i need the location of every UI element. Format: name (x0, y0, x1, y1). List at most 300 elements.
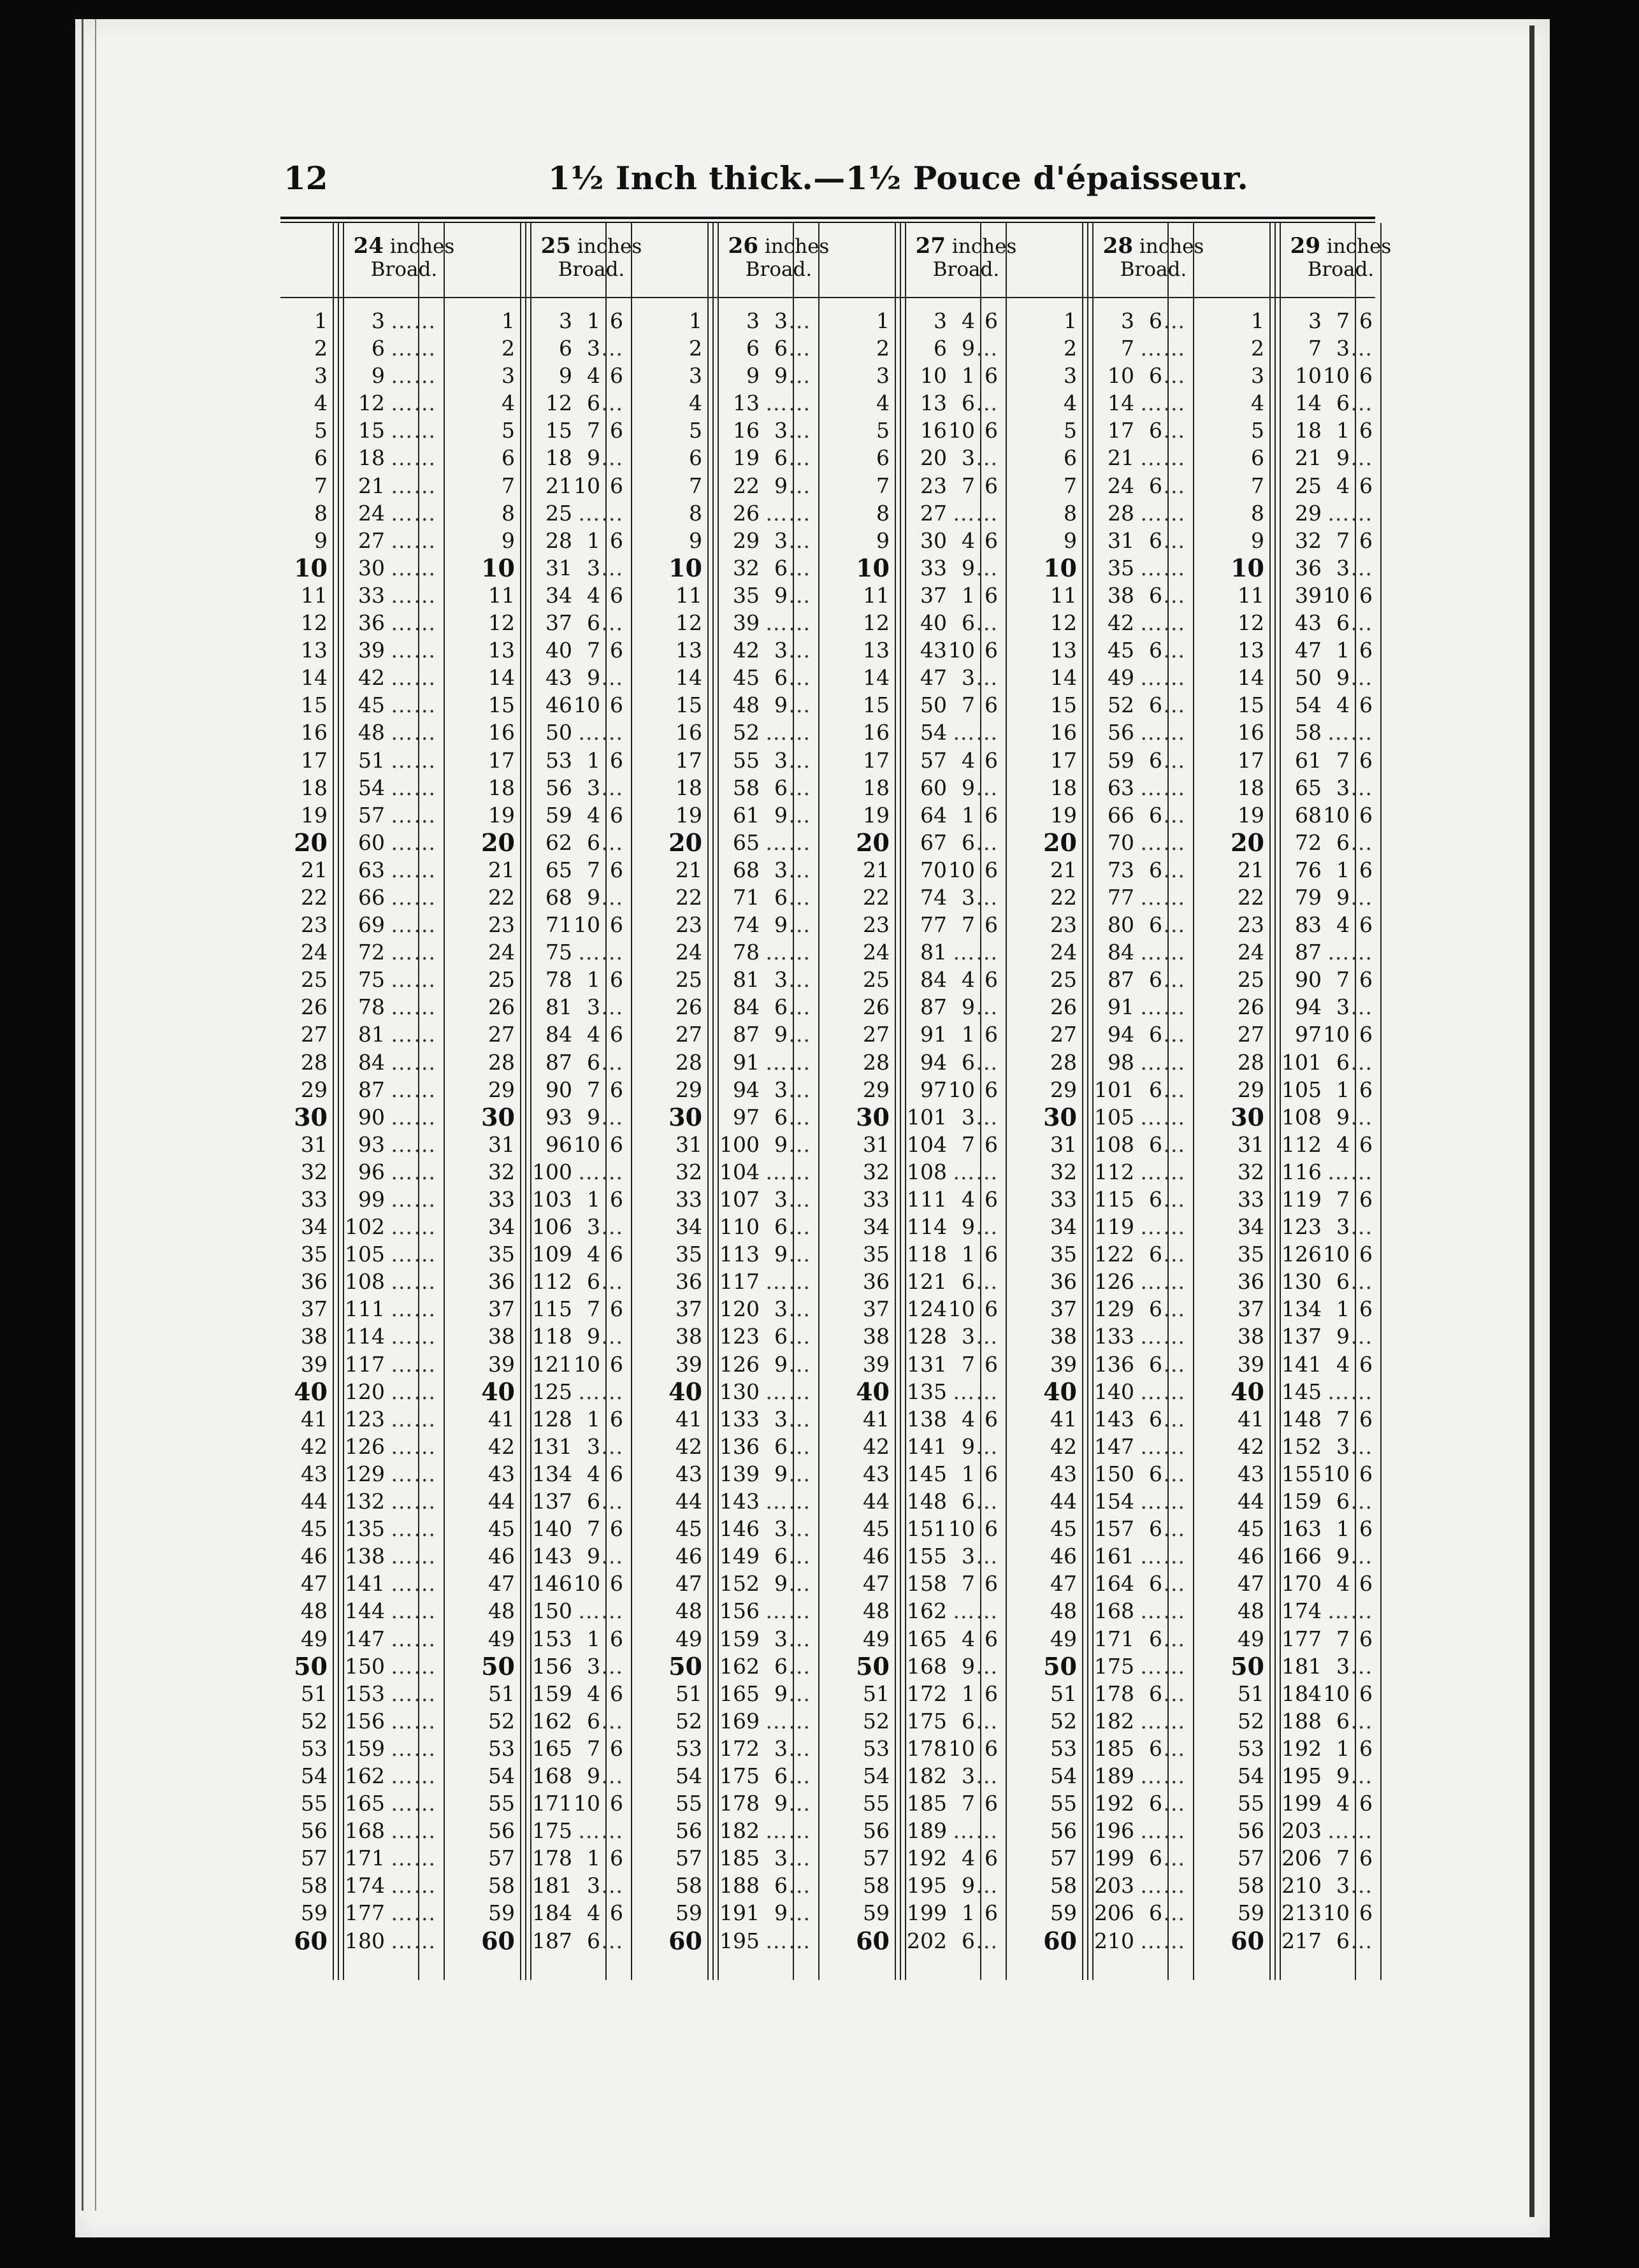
feet-cell: 59 (545, 802, 572, 828)
inches-cell: 6 (1149, 1022, 1162, 1047)
length-cell: 9 (314, 528, 328, 553)
leader-dots: ... (1163, 1489, 1185, 1514)
inches-cell: 9 (774, 582, 788, 608)
feet-cell: 48 (733, 693, 760, 718)
leader-dots: ... (601, 1708, 623, 1733)
feet-cell: 159 (345, 1735, 385, 1761)
feet-cell: 119 (1094, 1214, 1134, 1240)
length-cell: 2 (1251, 336, 1264, 361)
feet-cell: 96 (358, 1159, 385, 1184)
length-cell: 45 (675, 1516, 702, 1542)
table-row (1092, 1515, 1185, 1542)
leader-dots: ... (788, 775, 811, 800)
leader-dots: ... (414, 1461, 436, 1486)
feet-cell: 145 (1282, 1379, 1322, 1404)
inches-cell: 6 (962, 391, 975, 416)
leader-dots: ... (391, 1406, 413, 1432)
leader-dots: ... (788, 473, 811, 498)
inches-cell: 6 (1149, 1351, 1162, 1377)
table-row (905, 719, 998, 746)
feet-cell: 118 (532, 1324, 572, 1349)
length-cell: 16 (488, 720, 515, 745)
table-row (343, 1653, 436, 1680)
length-column (842, 307, 890, 1955)
leader-dots: ... (976, 1653, 998, 1679)
length-cell: 50 (1231, 1651, 1264, 1681)
table-row (1280, 362, 1373, 389)
length-cell: 10 (1043, 553, 1077, 582)
leader-dots: ... (765, 1708, 788, 1733)
table-row (343, 747, 436, 774)
feet-cell: 175 (532, 1818, 572, 1844)
length-cell: 6 (1251, 445, 1264, 471)
table-row (1280, 499, 1373, 527)
feet-cell: 121 (532, 1351, 572, 1377)
feet-cell: 38 (1108, 582, 1134, 608)
parts-cell: 6 (1359, 1351, 1373, 1377)
feet-cell: 195 (719, 1928, 760, 1953)
length-cell: 16 (863, 720, 890, 745)
inches-cell: 6 (774, 1873, 788, 1898)
feet-cell: 130 (1282, 1269, 1322, 1295)
table-row (343, 1268, 436, 1295)
leader-dots: ... (976, 884, 998, 910)
table-row (530, 307, 623, 334)
feet-cell: 105 (1094, 1104, 1134, 1130)
length-cell: 8 (689, 500, 702, 526)
leader-dots: ... (391, 528, 413, 553)
table-row (530, 1844, 623, 1872)
parts-cell: 6 (985, 1351, 998, 1377)
inches-cell: 6 (1149, 473, 1162, 498)
leader-dots: ... (788, 1159, 811, 1184)
leader-dots: ... (1163, 693, 1185, 718)
leader-dots: ... (391, 1626, 413, 1651)
leader-dots: ... (1350, 1159, 1373, 1184)
leader-dots: ... (414, 829, 436, 855)
leader-dots: ... (788, 1187, 811, 1212)
length-cell: 25 (1050, 967, 1077, 993)
leader-dots: ... (391, 1049, 413, 1075)
table-row (718, 1515, 811, 1542)
length-cell: 49 (488, 1626, 515, 1651)
leader-dots: ... (788, 308, 811, 333)
table-row (1092, 1542, 1185, 1570)
length-cell: 30 (481, 1102, 515, 1131)
length-cell: 37 (1238, 1296, 1264, 1322)
leader-dots: ... (414, 308, 436, 333)
table-row (1280, 1542, 1373, 1570)
inches-cell: 9 (774, 1900, 788, 1926)
leader-dots: ... (601, 391, 623, 416)
parts-cell: 6 (610, 912, 623, 938)
leader-dots: ... (601, 720, 623, 745)
inches-cell: 6 (774, 336, 788, 361)
length-cell: 56 (1238, 1818, 1264, 1844)
feet-cell: 36 (1295, 555, 1322, 580)
inches-cell: 10 (574, 1351, 600, 1377)
table-row (343, 801, 436, 829)
value-separator (1193, 223, 1194, 1980)
table-row (530, 1049, 623, 1076)
feet-cell: 199 (1094, 1846, 1134, 1871)
feet-cell: 25 (1295, 473, 1322, 498)
table-row (1092, 719, 1185, 746)
table-row (905, 691, 998, 719)
parts-cell: 6 (985, 1681, 998, 1706)
feet-cell: 18 (545, 445, 572, 471)
length-cell: 49 (863, 1626, 890, 1651)
length-cell: 30 (1231, 1102, 1264, 1131)
length-cell: 29 (488, 1077, 515, 1102)
feet-cell: 133 (719, 1406, 760, 1432)
length-cell: 18 (675, 775, 702, 800)
feet-cell: 120 (345, 1379, 385, 1404)
table-row (718, 1597, 811, 1625)
table-row (530, 1653, 623, 1680)
leader-dots: ... (414, 1159, 436, 1184)
feet-cell: 156 (345, 1708, 385, 1733)
table-row (530, 1488, 623, 1515)
leader-dots: ... (1350, 940, 1373, 965)
leader-dots: ... (976, 445, 998, 471)
leader-dots: ... (391, 363, 413, 389)
inches-cell: 10 (1323, 1900, 1350, 1926)
leader-dots: ... (788, 1077, 811, 1102)
length-cell: 46 (488, 1544, 515, 1569)
table-row (718, 444, 811, 471)
table-row (530, 1405, 623, 1433)
leader-dots: ... (391, 1763, 413, 1788)
parts-cell: 6 (610, 418, 623, 443)
leader-dots: ... (1327, 1818, 1350, 1844)
feet-cell: 150 (532, 1598, 572, 1624)
length-cell: 33 (863, 1187, 890, 1212)
length-cell: 6 (876, 445, 890, 471)
feet-cell: 136 (719, 1433, 760, 1459)
inches-cell: 4 (1336, 912, 1350, 938)
length-cell: 3 (689, 363, 702, 389)
length-cell: 17 (863, 747, 890, 773)
table-row (1092, 1927, 1185, 1955)
leader-dots: ... (788, 1489, 811, 1514)
length-cell: 47 (863, 1571, 890, 1597)
length-cell: 30 (1043, 1102, 1077, 1131)
length-cell: 40 (1231, 1377, 1264, 1406)
inches-cell: 6 (1149, 1077, 1162, 1102)
feet-cell: 96 (545, 1131, 572, 1157)
leader-dots: ... (414, 665, 436, 691)
length-cell: 12 (1050, 610, 1077, 636)
table-row (343, 1762, 436, 1790)
leader-dots: ... (391, 610, 413, 636)
length-cell: 30 (856, 1102, 890, 1131)
feet-cell: 16 (733, 418, 760, 443)
table-row (718, 1351, 811, 1378)
leader-dots: ... (601, 940, 623, 965)
length-cell: 57 (1050, 1846, 1077, 1871)
table-row (530, 1790, 623, 1817)
feet-cell: 141 (907, 1433, 947, 1459)
leader-dots: ... (1163, 638, 1185, 663)
leader-dots: ... (788, 1763, 811, 1788)
table-row (1092, 856, 1185, 884)
table-row (1280, 554, 1373, 582)
parts-cell: 6 (985, 967, 998, 993)
leader-dots: ... (1163, 747, 1185, 773)
length-cell: 56 (1050, 1818, 1077, 1844)
leader-dots: ... (953, 1379, 975, 1404)
length-cell: 10 (481, 553, 515, 582)
length-cell: 17 (488, 747, 515, 773)
table-row (1280, 1597, 1373, 1625)
length-cell: 13 (863, 638, 890, 663)
table-row (905, 582, 998, 609)
feet-cell: 55 (733, 747, 760, 773)
leader-dots: ... (1350, 1433, 1373, 1459)
leader-dots: ... (391, 665, 413, 691)
parts-cell: 6 (1359, 1242, 1373, 1267)
table-row (718, 1707, 811, 1735)
table-row (718, 307, 811, 334)
length-cell: 6 (689, 445, 702, 471)
leader-dots: ... (1140, 555, 1162, 580)
inches-cell: 1 (587, 1846, 600, 1871)
inches-cell: 9 (1336, 1763, 1350, 1788)
parts-cell: 6 (610, 967, 623, 993)
leader-dots: ... (1163, 1159, 1185, 1184)
value-separator (1380, 223, 1382, 1980)
leader-dots: ... (391, 1022, 413, 1047)
length-cell: 12 (488, 610, 515, 636)
table-row (905, 1515, 998, 1542)
inches-cell: 3 (587, 336, 600, 361)
feet-cell: 23 (920, 473, 947, 498)
table-row (343, 1405, 436, 1433)
length-cell: 39 (675, 1351, 702, 1377)
leader-dots: ... (1163, 555, 1185, 580)
leader-dots: ... (1163, 1846, 1185, 1871)
leader-dots: ... (391, 720, 413, 745)
leader-dots: ... (601, 1433, 623, 1459)
parts-cell: 6 (1359, 582, 1373, 608)
length-column (1217, 307, 1264, 1955)
inches-cell: 3 (962, 1324, 975, 1349)
feet-cell: 30 (358, 555, 385, 580)
length-cell: 47 (1050, 1571, 1077, 1597)
table-row (343, 389, 436, 417)
table-row (530, 1268, 623, 1295)
table-row (343, 1131, 436, 1158)
table-row (1280, 966, 1373, 993)
leader-dots: ... (788, 665, 811, 691)
feet-cell: 155 (907, 1544, 947, 1569)
leader-dots: ... (391, 1653, 413, 1679)
leader-dots: ... (1140, 336, 1162, 361)
inches-cell: 3 (1336, 555, 1350, 580)
length-cell: 53 (863, 1735, 890, 1761)
inches-cell: 3 (962, 1544, 975, 1569)
inches-cell: 6 (1336, 610, 1350, 636)
length-cell: 25 (863, 967, 890, 993)
table-row (1092, 362, 1185, 389)
leader-dots: ... (414, 638, 436, 663)
length-cell: 30 (668, 1102, 702, 1131)
feet-cell: 143 (1094, 1406, 1134, 1432)
inches-cell: 4 (962, 1626, 975, 1651)
table-row (718, 801, 811, 829)
table-row (718, 1076, 811, 1103)
feet-cell: 43 (545, 665, 572, 691)
inches-cell: 10 (1323, 802, 1350, 828)
length-cell: 11 (301, 582, 328, 608)
table-row (1092, 1351, 1185, 1378)
leader-dots: ... (788, 1571, 811, 1597)
parts-cell: 6 (610, 638, 623, 663)
leader-dots: ... (1350, 391, 1373, 416)
leader-dots: ... (414, 1928, 436, 1953)
inches-cell: 3 (774, 747, 788, 773)
column-header (716, 234, 841, 281)
parts-cell: 6 (1359, 967, 1373, 993)
length-cell: 19 (863, 802, 890, 828)
parts-cell: 6 (985, 1296, 998, 1322)
inches-cell: 7 (962, 1131, 975, 1157)
length-cell: 26 (488, 994, 515, 1020)
table-row (1280, 582, 1373, 609)
length-cell: 56 (863, 1818, 890, 1844)
leader-dots: ... (788, 528, 811, 553)
feet-cell: 100 (532, 1159, 572, 1184)
table-row (718, 1790, 811, 1817)
table-row (343, 1295, 436, 1323)
feet-cell: 148 (1282, 1406, 1322, 1432)
table-row (530, 691, 623, 719)
inches-cell: 10 (574, 912, 600, 938)
leader-dots: ... (788, 363, 811, 389)
feet-cell: 78 (358, 994, 385, 1020)
parts-cell: 6 (1359, 747, 1373, 773)
feet-cell: 191 (719, 1900, 760, 1926)
length-cell: 57 (1238, 1846, 1264, 1871)
table-row (1280, 1021, 1373, 1048)
length-cell: 7 (314, 473, 328, 498)
length-cell: 27 (488, 1022, 515, 1047)
parts-cell: 6 (610, 1131, 623, 1157)
leader-dots: ... (391, 1791, 413, 1816)
length-cell: 6 (502, 445, 515, 471)
leader-dots: ... (1350, 336, 1373, 361)
leader-dots: ... (1350, 1598, 1373, 1624)
column-width-unit: inches (764, 235, 830, 258)
leader-dots: ... (1163, 473, 1185, 498)
length-cell: 15 (675, 693, 702, 718)
table-row (905, 966, 998, 993)
leader-dots: ... (1140, 994, 1162, 1020)
parts-cell: 6 (610, 1187, 623, 1212)
leader-dots: ... (765, 829, 788, 855)
leader-dots: ... (1163, 336, 1185, 361)
feet-cell: 26 (733, 500, 760, 526)
feet-cell: 182 (907, 1763, 947, 1788)
inches-cell: 10 (574, 1131, 600, 1157)
feet-cell: 123 (719, 1324, 760, 1349)
leader-dots: ... (788, 1433, 811, 1459)
inches-cell: 6 (1149, 1296, 1162, 1322)
leader-dots: ... (1163, 994, 1185, 1020)
table-row (905, 884, 998, 911)
table-row (343, 1021, 436, 1048)
leader-dots: ... (976, 829, 998, 855)
table-row (905, 1103, 998, 1131)
leader-dots: ... (788, 747, 811, 773)
length-cell: 2 (876, 336, 890, 361)
column-header (342, 234, 466, 281)
length-cell: 51 (301, 1681, 328, 1706)
leader-dots: ... (1163, 1022, 1185, 1047)
inches-cell: 9 (774, 1242, 788, 1267)
leader-dots: ... (976, 720, 998, 745)
table-row (1280, 1790, 1373, 1817)
inches-cell: 1 (1336, 1516, 1350, 1542)
length-cell: 23 (863, 912, 890, 938)
table-row (905, 527, 998, 554)
inches-cell: 10 (574, 1571, 600, 1597)
length-cell: 38 (301, 1324, 328, 1349)
parts-cell: 6 (985, 747, 998, 773)
leader-dots: ... (1140, 1324, 1162, 1349)
table-row (1092, 334, 1185, 362)
table-row (1092, 664, 1185, 691)
table-row (1092, 1433, 1185, 1460)
feet-cell: 101 (907, 1104, 947, 1130)
length-cell: 45 (1050, 1516, 1077, 1542)
leader-dots: ... (391, 857, 413, 882)
parts-cell: 6 (985, 1187, 998, 1212)
length-cell: 45 (863, 1516, 890, 1542)
table-row (1092, 884, 1185, 911)
leader-dots: ... (1140, 775, 1162, 800)
leader-dots: ... (1163, 884, 1185, 910)
feet-cell: 73 (1108, 857, 1134, 882)
length-cell: 28 (488, 1049, 515, 1075)
column-label: Broad. (370, 258, 438, 281)
length-cell: 1 (689, 308, 702, 333)
feet-cell: 6 (372, 336, 385, 361)
length-cell: 4 (1251, 391, 1264, 416)
feet-cell: 131 (907, 1351, 947, 1377)
table-row (1280, 1323, 1373, 1350)
feet-cell: 43 (920, 638, 947, 663)
parts-cell: 6 (610, 693, 623, 718)
parts-cell: 6 (985, 857, 998, 882)
parts-cell: 6 (610, 1516, 623, 1542)
length-cell: 2 (1064, 336, 1077, 361)
feet-cell: 20 (920, 445, 947, 471)
inches-cell: 10 (1323, 1242, 1350, 1267)
leader-dots: ... (601, 1049, 623, 1075)
feet-cell: 124 (907, 1296, 947, 1322)
parts-cell: 6 (1359, 308, 1373, 333)
length-cell: 46 (675, 1544, 702, 1569)
feet-cell: 87 (733, 1022, 760, 1047)
parts-cell: 6 (1359, 1296, 1373, 1322)
inches-cell: 4 (962, 1846, 975, 1871)
length-cell: 12 (675, 610, 702, 636)
leader-dots: ... (1140, 1433, 1162, 1459)
table-row (530, 609, 623, 636)
leader-dots: ... (1140, 445, 1162, 471)
